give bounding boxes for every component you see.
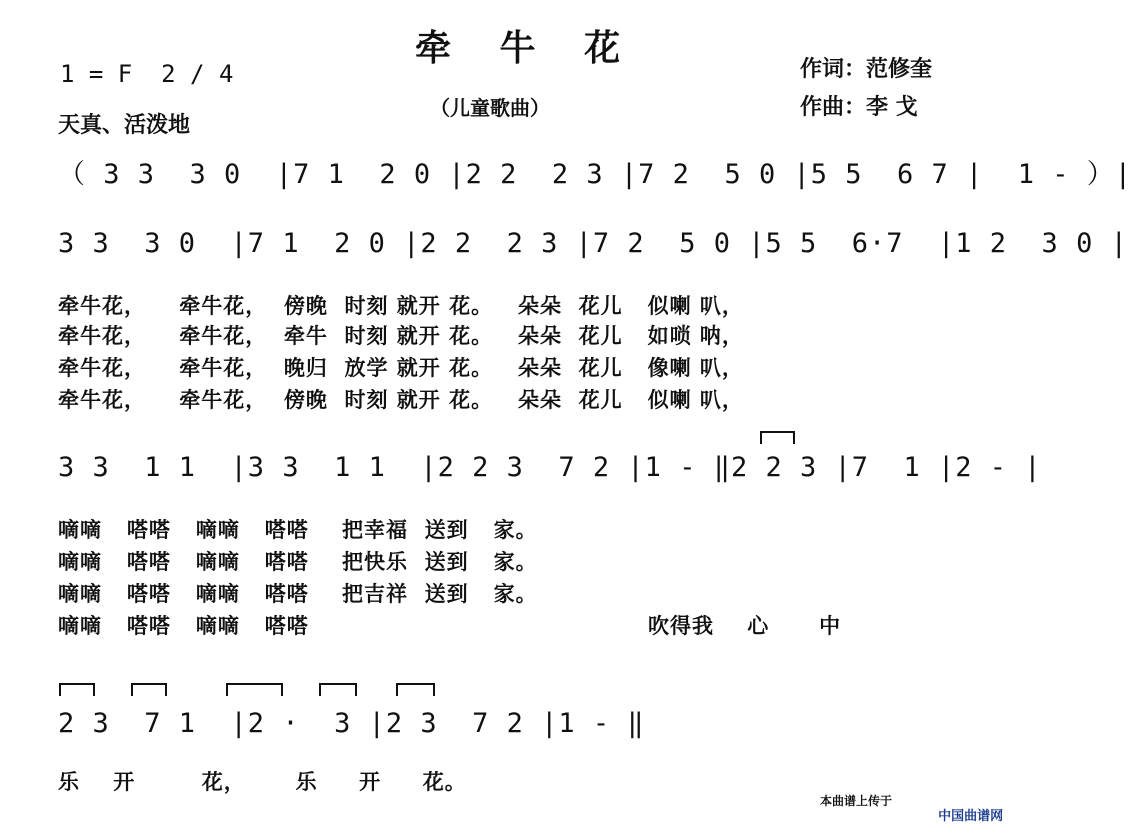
chorus-lyric-2: 嘀嘀 嗒嗒 嘀嘀 嗒嗒 把快乐 送到 家。 xyxy=(58,550,538,574)
notation-line-intro: （ 3 3 3 0 |7 1 2 0 |2 2 2 3 |7 2 5 0 |5 5 6 7 | 1 - ）| xyxy=(58,159,1132,190)
chorus-lyric-4: 嘀嘀 嗒嗒 嘀嘀 嗒嗒 xyxy=(58,614,309,638)
verse-lyric-4: 牵牛花， 牵牛花， 傍晚 时刻 就开 花。 朵朵 花儿 似喇 叭， xyxy=(58,388,744,412)
tempo-marking: 天真、活泼地 xyxy=(58,113,191,138)
verse-lyric-3: 牵牛花， 牵牛花， 晚归 放学 就开 花。 朵朵 花儿 像喇 叭， xyxy=(58,356,744,380)
song-genre: （儿童歌曲） xyxy=(430,96,550,120)
verse-lyric-2: 牵牛花， 牵牛花， 牵牛 时刻 就开 花。 朵朵 花儿 如唢 呐， xyxy=(58,324,744,348)
chorus-lyric-3: 嘀嘀 嗒嗒 嘀嘀 嗒嗒 把吉祥 送到 家。 xyxy=(58,582,538,606)
key-signature: 1 = F 2 / 4 xyxy=(60,60,234,88)
verse-lyric-1: 牵牛花， 牵牛花， 傍晚 时刻 就开 花。 朵朵 花儿 似喇 叭， xyxy=(58,294,744,318)
upload-note: 本曲谱上传于 xyxy=(820,794,893,808)
composer-credit: 作曲：李 戈 xyxy=(800,95,918,120)
site-logo xyxy=(920,790,1003,839)
notation-line-chorus: 3 3 1 1 |3 3 1 1 |2 2 3 7 2 |1 - ‖2 2 3 |7 1 |2 - | xyxy=(58,452,1042,483)
lyricist-credit: 作词：范修奎 xyxy=(800,57,933,82)
notation-line-verse: 3 3 3 0 |7 1 2 0 |2 2 2 3 |7 2 5 0 |5 5 6·7 |1 2 3 0 | xyxy=(58,228,1128,259)
chorus-lyric-1: 嘀嘀 嗒嗒 嘀嘀 嗒嗒 把幸福 送到 家。 xyxy=(58,518,538,542)
song-title: 牵 牛 花 xyxy=(415,27,639,69)
notation-line-ending: 2 3 7 1 |2 · 3 |2 3 7 2 |1 - ‖ xyxy=(58,708,645,739)
chorus-alt-ending-lyric: 吹得我 心 中 xyxy=(648,614,842,638)
ending-lyric: 乐 开 花， 乐 开 花。 xyxy=(58,770,467,794)
site-logo-text: 中国曲谱网 xyxy=(938,809,1004,824)
